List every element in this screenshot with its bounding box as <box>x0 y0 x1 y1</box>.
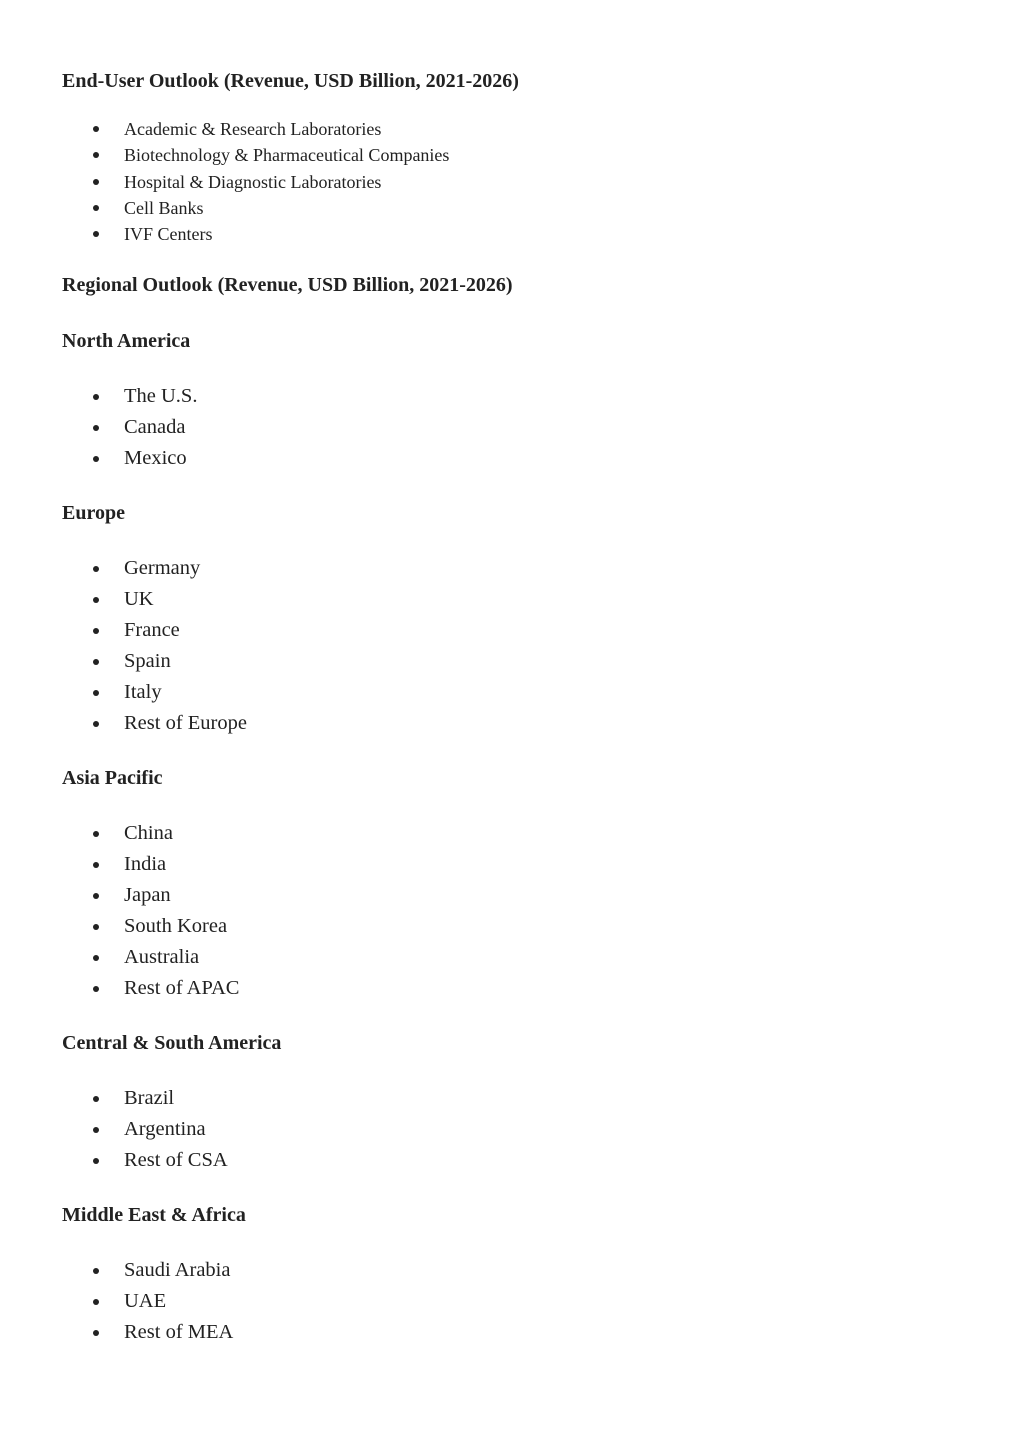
list-item: Brazil <box>62 1083 228 1114</box>
list-item: Canada <box>62 412 197 443</box>
list-item: The U.S. <box>62 381 197 412</box>
north-america-heading: North America <box>62 330 191 352</box>
end-user-outlook-heading: End-User Outlook (Revenue, USD Billion, 2021-2026) <box>62 70 519 92</box>
list-item: Spain <box>62 646 247 677</box>
regional-outlook-heading: Regional Outlook (Revenue, USD Billion, 2021-2026) <box>62 274 513 296</box>
asia-pacific-list <box>62 818 239 1004</box>
list-item: Japan <box>62 880 239 911</box>
central-south-america-list <box>62 1083 228 1176</box>
list-item: India <box>62 849 239 880</box>
list-item: Italy <box>62 677 247 708</box>
list-item: South Korea <box>62 911 239 942</box>
list-item: Rest of MEA <box>62 1317 233 1348</box>
middle-east-africa-heading: Middle East & Africa <box>62 1204 246 1226</box>
list-item: UAE <box>62 1286 233 1317</box>
list-item: Rest of CSA <box>62 1145 228 1176</box>
list-item: Rest of Europe <box>62 708 247 739</box>
list-item: IVF Centers <box>62 221 449 247</box>
central-south-america-heading: Central & South America <box>62 1032 282 1054</box>
north-america-list <box>62 381 197 474</box>
europe-list <box>62 553 247 739</box>
list-item: Cell Banks <box>62 195 449 221</box>
list-item: Mexico <box>62 443 197 474</box>
list-item: China <box>62 818 239 849</box>
list-item: Rest of APAC <box>62 973 239 1004</box>
list-item: Academic & Research Laboratories <box>62 116 449 142</box>
europe-heading: Europe <box>62 502 125 524</box>
list-item: France <box>62 615 247 646</box>
middle-east-africa-list <box>62 1255 233 1348</box>
list-item: Germany <box>62 553 247 584</box>
list-item: Biotechnology & Pharmaceutical Companies <box>62 142 449 168</box>
list-item: Argentina <box>62 1114 228 1145</box>
list-item: Hospital & Diagnostic Laboratories <box>62 169 449 195</box>
list-item: UK <box>62 584 247 615</box>
list-item: Saudi Arabia <box>62 1255 233 1286</box>
list-item: Australia <box>62 942 239 973</box>
asia-pacific-heading: Asia Pacific <box>62 767 163 789</box>
end-user-list <box>62 116 449 247</box>
